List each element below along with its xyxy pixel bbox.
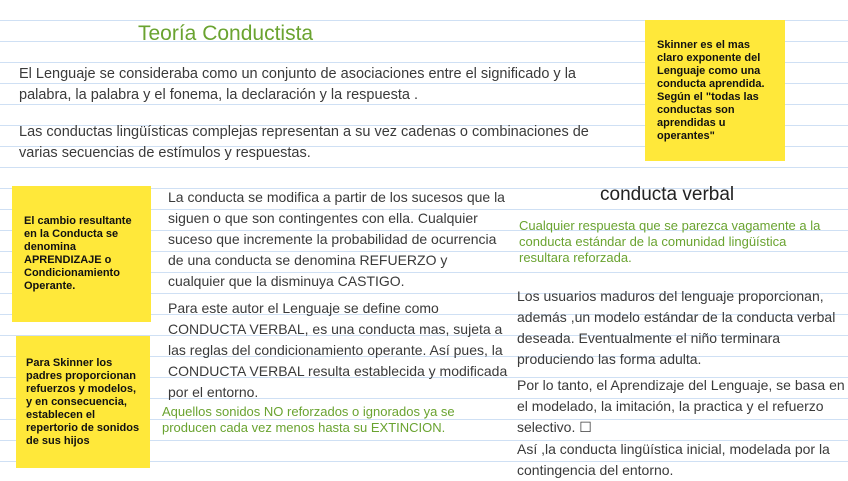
conducta-verbal-heading: conducta verbal	[600, 184, 735, 205]
sticky-note-skinner-text: Skinner es el mas claro exponente del Lenguaje como una conducta aprendida. Según el "todas las conductas son aprendidas u operantes"	[657, 38, 765, 142]
middle-paragraph-1: La conducta se modifica a partir de los sucesos que la siguen o que son contingentes con ella. Cualquier suceso que incremente la probabilidad de ocurrencia de una conducta se denomina REFUERZO y cualquier que la disminuya CASTIGO.	[168, 189, 505, 289]
right-paragraph-1: Los usuarios maduros del lenguaje proporcionan, además ,un modelo estándar de la conducta verbal deseada. Eventualmente el niño terminara produciendo las forma adulta.	[517, 288, 836, 367]
right-paragraph-2b: Así ,la conducta lingüística inicial, modelada por la contingencia del entorno.	[517, 441, 830, 478]
page-title: Teoría Conductista	[138, 22, 314, 45]
sticky-note-cambio	[12, 186, 151, 322]
checkbox-glyph-icon: ☐	[579, 420, 592, 436]
intro-paragraph-1: El Lenguaje se consideraba como un conjunto de asociaciones entre el significado y la palabra, la palabra y el fonema, la declaración y la respuesta .	[19, 66, 576, 103]
sticky-note-padres	[16, 336, 150, 468]
right-paragraph-2	[517, 375, 847, 481]
intro-paragraph-2: Las conductas lingüísticas complejas representan a su vez cadenas o combinaciones de varias secuencias de estímulos y respuestas.	[19, 124, 589, 161]
sticky-note-cambio-text: El cambio resultante en la Conducta se denomina APRENDIZAJE o Condicionamiento Operante.	[24, 215, 132, 292]
sticky-note-skinner	[645, 20, 785, 161]
middle-green-note: Aquellos sonidos NO reforzados o ignorados ya se producen cada vez menos hasta su EXTINCION.	[162, 404, 455, 435]
right-green-note: Cualquier respuesta que se parezca vagamente a la conducta estándar de la comunidad lingüística resultara reforzada.	[519, 218, 821, 265]
right-paragraph-2a: Por lo tanto, el Aprendizaje del Lenguaje, se basa en el modelado, la imitación, la practica y el refuerzo selectivo.	[517, 377, 845, 435]
middle-paragraph-2: Para este autor el Lenguaje se define como CONDUCTA VERBAL, es una conducta mas, sujeta a las reglas del condicionamiento operante. Así pues, la CONDUCTA VERBAL resulta establecida y modificada por el entorno.	[168, 300, 508, 400]
sticky-note-padres-text: Para Skinner los padres proporcionan refuerzos y modelos, y en consecuencia, establecen el repertorio de sonidos de sus hijos	[26, 356, 140, 447]
